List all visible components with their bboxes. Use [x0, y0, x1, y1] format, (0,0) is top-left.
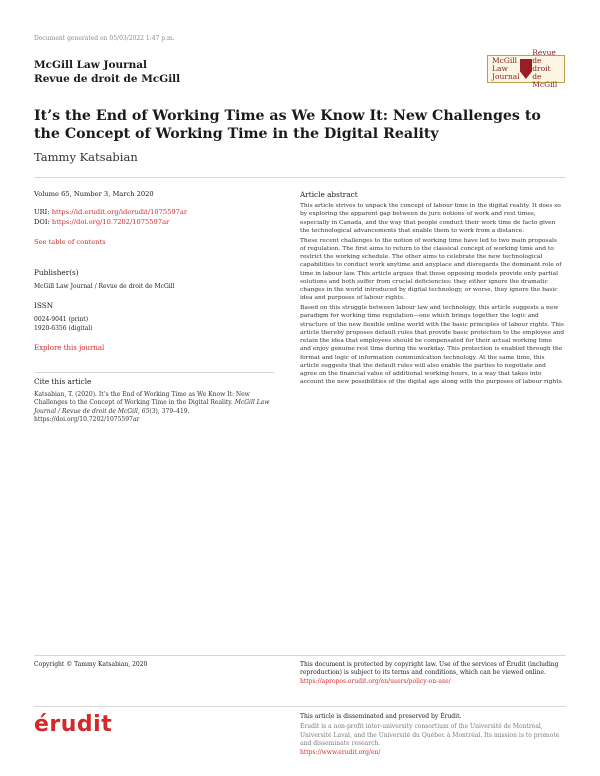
- journal-title: [34, 58, 180, 86]
- citation-text: Challenges to the Concept of Working Time in the Digital Reality.: [34, 399, 233, 407]
- doi-label: DOI:: [34, 218, 50, 226]
- dissemination-notice: [300, 713, 562, 757]
- table-of-contents-link[interactable]: See table of contents: [34, 238, 106, 246]
- abstract-heading: Article abstract: [300, 190, 358, 199]
- logo-word: Revue de: [532, 48, 556, 65]
- citation-line: [34, 408, 284, 416]
- divider: [34, 177, 566, 178]
- logo-word: droit de: [532, 64, 551, 81]
- citation-text: (3), 379–419.: [149, 407, 190, 415]
- publisher-name: McGill Law Journal / Revue de droit de McGill: [34, 283, 175, 290]
- logo-word: Law: [492, 64, 508, 73]
- citation: [34, 391, 284, 424]
- logo-word: McGill: [492, 56, 518, 65]
- publisher-heading: Publisher(s): [34, 268, 79, 277]
- explore-journal-link[interactable]: Explore this journal: [34, 344, 105, 352]
- uri-line: [34, 208, 187, 217]
- journal-logo: [487, 48, 565, 89]
- abstract-paragraph: This article strives to unpack the concept of labour time in the digital reality. It does so by exploring the apparent gap between de jure notions of work and rest times, especially in Canada, and the way that people conduct their work time de facto given the technological advancements that enable them to work from a distance.: [300, 203, 561, 234]
- journal-name-en: McGill Law Journal: [34, 59, 148, 71]
- erudit-logo: érudit: [34, 712, 113, 737]
- doi-line: [34, 218, 169, 227]
- abstract-paragraph: These recent challenges to the notion of working time have led to two main proposals of regulation. The first aims to return to the classical concept of working time and to restrict the working schedule. The other aims to celebrate the new technological capabilities to conduct work anytime and anyplace and disregards the dominant role of time in labour law. This article argues that these opposing models provide only partial solutions and both suffer from crucial deficiencies: they either ignore the dramatic changes in the world introduced by digital technology, or worse, they ignore the basic idea and purposes of labour rights.: [300, 237, 562, 302]
- policy-link[interactable]: https://apropos.erudit.org/en/users/policy-on-use/: [300, 677, 451, 685]
- generation-timestamp: Document generated on 05/03/2022 1:47 p.m.: [34, 35, 175, 42]
- logo-text-right: [532, 49, 560, 89]
- footer-divider: [34, 706, 566, 707]
- logo-word: Journal: [492, 72, 520, 81]
- abstract-paragraph: Based on this struggle between labour law and technology, this article suggests a new paradigm for working time regulation—one which brings together the logic and structure of the new flexible online world with the basic principles of labour rights. This article thereby proposes default rules that provide basic protection to the employee and retain the idea that employees should be compensated for their actual working time and enjoy genuine rest time during the workday. This protection is enabled through the format and logic of information communication technology. At the same time, this article suggests that the default rules will also enable the parties to negotiate and agree on the financial value of additional working hours, in a way that takes into account the new possibilities of the digital age along with the purposes of labour rights.: [300, 305, 564, 386]
- issn-print: 0024-9041 (print): [34, 316, 89, 323]
- divider: [34, 372, 274, 373]
- disseminated-text: This article is disseminated and preserved by Érudit.: [300, 713, 462, 720]
- article-author: Tammy Katsabian: [34, 150, 138, 164]
- issn-digital: 1920-6356 (digital): [34, 325, 93, 332]
- issn-heading: ISSN: [34, 301, 54, 310]
- logo-text-left: [492, 57, 520, 81]
- copyright-notice: Copyright © Tammy Katsabian, 2020: [34, 661, 148, 668]
- journal-name-fr: Revue de droit de McGill: [34, 73, 181, 85]
- cite-heading: Cite this article: [34, 377, 92, 386]
- crest-icon: [520, 59, 533, 79]
- rights-text: This document is protected by copyright law. Use of the services of Érudit (including reproduction) is subject to its terms and conditions, which can be viewed online.: [300, 661, 559, 677]
- uri-label: URI:: [34, 208, 50, 216]
- citation-line: Katsabian, T. (2020). It’s the End of Working Time as We Know It: New: [34, 391, 250, 398]
- abstract-body: [300, 202, 564, 388]
- citation-journal: Journal / Revue de droit de McGill, 65: [34, 407, 150, 415]
- erudit-link[interactable]: https://www.erudit.org/en/: [300, 748, 381, 756]
- logo-word: McGill: [532, 80, 558, 89]
- volume-info: Volume 65, Number 3, March 2020: [34, 190, 154, 198]
- citation-journal: McGill Law: [234, 399, 270, 407]
- footer-divider: [34, 655, 566, 656]
- consortium-text: Érudit is a non-profit inter-university consortium of the Université de Montréal, Université Laval, and the Université du Québec à Montréal. Its mission is to promote and disseminate research.: [300, 723, 560, 748]
- citation-doi: https://doi.org/10.7202/1075597ar: [34, 415, 140, 423]
- doi-link[interactable]: https://doi.org/10.7202/1075597ar: [51, 218, 170, 226]
- article-title: It’s the End of Working Time as We Know It: New Challenges to the Concept of Working Time in the Digital Reality: [34, 108, 541, 142]
- citation-line: [34, 399, 284, 407]
- rights-notice: [300, 661, 562, 686]
- uri-link[interactable]: https://id.erudit.org/iderudit/1075597ar: [51, 208, 188, 216]
